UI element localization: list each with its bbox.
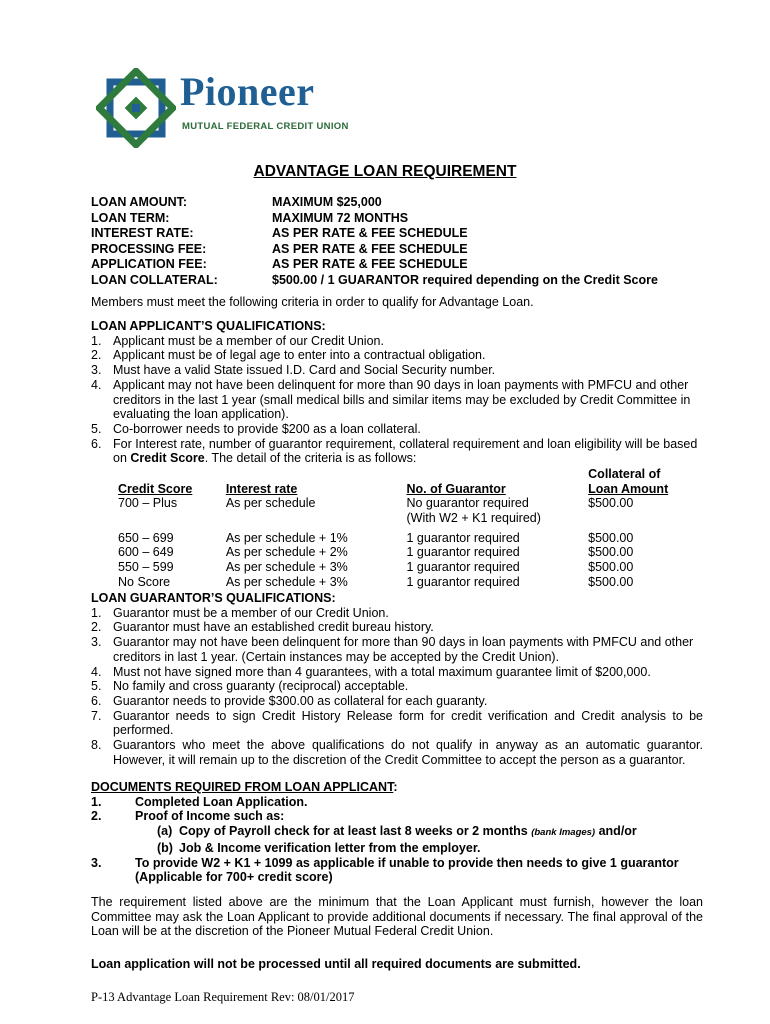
list-item: [91, 606, 703, 621]
col-header-interest-rate: Interest rate: [225, 481, 298, 496]
list-text: Co-borrower needs to provide $200 as a loan collateral.: [113, 421, 421, 436]
footer-revision: P-13 Advantage Loan Requirement Rev: 08/01/2017: [91, 990, 355, 1004]
col-header-guarantor: No. of Guarantor: [406, 481, 506, 496]
list-text: Guarantor needs to sign Credit History Release form for credit verification and Credit analysis to be performed.: [113, 708, 703, 738]
list-text: Applicant must be a member of our Credit Union.: [113, 333, 384, 348]
list-item: [91, 738, 703, 767]
list-text: No family and cross guaranty (reciprocal) acceptable.: [113, 679, 409, 694]
list-number: 5.: [91, 679, 102, 694]
table-row: [118, 560, 678, 575]
intro-text: Members must meet the following criteria in order to qualify for Advantage Loan.: [91, 295, 534, 309]
term-row: [91, 242, 658, 258]
processing-notice: Loan application will not be processed until all required documents are submitted.: [91, 957, 581, 971]
term-row: [91, 257, 658, 273]
list-text: Completed Loan Application.: [135, 794, 308, 809]
list-number: 2.: [91, 620, 102, 635]
table-cell: [588, 511, 678, 526]
term-value: AS PER RATE & FEE SCHEDULE: [272, 241, 468, 256]
list-text: Guarantor must be a member of our Credit Union.: [113, 605, 389, 620]
table-row: [118, 545, 678, 560]
list-text: Applicant must be of legal age to enter into a contractual obligation.: [113, 348, 486, 363]
table-cell: 1 guarantor required: [406, 545, 520, 560]
table-cell: As per schedule: [225, 496, 316, 511]
list-number: 6.: [91, 693, 102, 708]
list-number: 6.: [91, 436, 102, 451]
table-cell: No guarantor required: [406, 496, 529, 511]
list-number: 1.: [91, 605, 102, 620]
table-row: [118, 511, 678, 526]
table-cell: 650 – 699: [118, 530, 174, 545]
term-row: [91, 226, 658, 242]
list-number: 3.: [91, 855, 102, 870]
list-item: [91, 856, 703, 885]
term-row: [91, 273, 658, 289]
list-text: [135, 856, 703, 885]
list-text: Applicant may not have been delinquent for more than 90 days in loan payments with PMFCU and other creditors in the last 1 year (small medical bills and similar items may be excluded by Credit Committee in evaluating the loan application).: [113, 377, 691, 422]
documents-heading: [91, 780, 703, 795]
term-row: [91, 211, 658, 227]
logo-subtitle: MUTUAL FEDERAL CREDIT UNION: [182, 121, 349, 132]
list-text: Must not have signed more than 4 guarantees, with a total maximum guarantee limit of $200,000.: [113, 664, 651, 679]
documents-heading-colon: :: [393, 780, 398, 794]
guarantor-qualifications: [91, 591, 703, 767]
sub-item-b: [91, 841, 703, 856]
term-value: MAXIMUM 72 MONTHS: [272, 210, 409, 225]
list-text: Guarantor needs to provide $300.00 as collateral for each guaranty.: [113, 693, 488, 708]
list-item: [91, 334, 703, 349]
table-cell: $500.00: [588, 530, 634, 545]
term-value: AS PER RATE & FEE SCHEDULE: [272, 257, 468, 272]
col-header-loan-amount: Loan Amount: [588, 481, 669, 496]
list-item: [91, 795, 703, 810]
table-cell: 550 – 599: [118, 560, 174, 575]
list-number: 1.: [91, 333, 102, 348]
list-item: [91, 437, 703, 466]
item6-text-b: . The detail of the criteria is as follows:: [204, 451, 417, 466]
list-item: [91, 422, 703, 437]
table-cell: 1 guarantor required: [406, 574, 520, 589]
list-number: 7.: [91, 708, 102, 723]
criteria-table: [118, 467, 678, 590]
table-header-top: [118, 467, 678, 482]
table-cell: As per schedule + 2%: [225, 545, 348, 560]
sub-a-text: Copy of Payroll check for at least last 8 weeks or 2 months: [179, 824, 528, 839]
item3-text: To provide W2 + K1 + 1099 as applicable if unable to provide then needs to give 1 guarantor: [135, 855, 679, 870]
table-cell: $500.00: [588, 574, 634, 589]
term-label: INTEREST RATE:: [91, 226, 194, 241]
list-text: Must have a valid State issued I.D. Card and Social Security number.: [113, 363, 496, 378]
list-number: 2.: [91, 809, 102, 824]
col-header-credit-score: Credit Score: [118, 481, 193, 496]
list-text: Guarantors who meet the above qualifications do not qualify in anyway as an automatic guarantor. However, it will remain up to the discretion of the Credit Committee to accept the person as a guarantor.: [113, 738, 703, 767]
list-item: [91, 665, 703, 680]
list-number: 1.: [91, 794, 102, 809]
table-cell: No Score: [118, 574, 171, 589]
sub-text: Job & Income verification letter from the employer.: [179, 840, 481, 855]
term-label: LOAN AMOUNT:: [91, 195, 188, 209]
sub-a-note: (bank Images): [531, 827, 596, 839]
list-text: [113, 437, 703, 466]
loan-terms: [91, 195, 658, 289]
table-row: [118, 575, 678, 590]
term-row: [91, 195, 658, 211]
list-item: [91, 635, 703, 664]
term-label: LOAN COLLATERAL:: [91, 272, 218, 287]
list-text: Guarantor must have an established credit bureau history.: [113, 620, 434, 635]
table-row: [118, 531, 678, 546]
table-cell: [226, 511, 407, 526]
guarantor-heading: LOAN GUARANTOR’S QUALIFICATIONS:: [91, 591, 336, 605]
sub-item-a: [91, 824, 703, 841]
term-label: LOAN TERM:: [91, 210, 170, 225]
table-cell: [118, 511, 226, 526]
table-cell: 1 guarantor required: [406, 530, 520, 545]
list-number: 4.: [91, 377, 102, 392]
table-cell: 1 guarantor required: [406, 560, 520, 575]
table-cell: (With W2 + K1 required): [406, 511, 541, 526]
table-row: [118, 496, 678, 511]
list-item: [91, 378, 703, 422]
list-number: 3.: [91, 363, 102, 378]
page-title: ADVANTAGE LOAN REQUIREMENT: [253, 163, 517, 180]
sub-a-tail: and/or: [598, 824, 637, 839]
list-number: 2.: [91, 348, 102, 363]
term-value: $500.00 / 1 GUARANTOR required depending on the Credit Score: [272, 272, 658, 287]
list-text: Proof of Income such as:: [135, 809, 285, 824]
term-label: PROCESSING FEE:: [91, 241, 207, 256]
closing-paragraph: The requirement listed above are the minimum that the Loan Applicant must furnish, however the loan Committee may ask the Loan Applicant to provide additional documents if necessary. The final approval of the Loan will be at the discretion of the Pioneer Mutual Federal Credit Union.: [91, 895, 703, 939]
sub-label: (a): [157, 824, 173, 839]
term-value: AS PER RATE & FEE SCHEDULE: [272, 226, 468, 241]
collateral-header-top: Collateral of: [588, 467, 661, 481]
documents-required: [91, 780, 703, 885]
term-label: APPLICATION FEE:: [91, 257, 207, 272]
term-value: MAXIMUM $25,000: [272, 195, 382, 209]
pioneer-star-icon: [96, 68, 176, 148]
list-item: [91, 620, 703, 635]
list-item: [91, 363, 703, 378]
table-cell: $500.00: [588, 545, 634, 560]
table-header: [118, 482, 678, 497]
item6-text-a: For Interest rate, number of guarantor requirement, collateral requirement and loan eligibility will be based on: [113, 436, 698, 466]
table-cell: As per schedule + 1%: [225, 530, 348, 545]
item6-bold: Credit Score: [130, 451, 205, 466]
table-cell: $500.00: [588, 560, 634, 575]
list-number: 8.: [91, 738, 102, 753]
list-number: 3.: [91, 635, 102, 650]
table-cell: $500.00: [588, 496, 634, 511]
list-item: [91, 348, 703, 363]
documents-heading-text: DOCUMENTS REQUIRED FROM LOAN APPLICANT: [91, 780, 394, 794]
table-cell: As per schedule + 3%: [225, 574, 348, 589]
list-item: [91, 679, 703, 694]
applicant-qualifications: [91, 319, 703, 466]
table-cell: 700 – Plus: [118, 496, 178, 511]
list-item: [91, 694, 703, 709]
pioneer-logo: [96, 68, 366, 148]
list-item: [91, 809, 703, 824]
applicant-heading: LOAN APPLICANT’S QUALIFICATIONS:: [91, 319, 326, 333]
sub-text: [179, 824, 637, 841]
list-item: [91, 709, 703, 738]
logo-wordmark: Pioneer: [180, 69, 315, 114]
list-number: 4.: [91, 664, 102, 679]
list-number: 5.: [91, 421, 102, 436]
item3-text2: (Applicable for 700+ credit score): [135, 870, 333, 885]
table-cell: 600 – 649: [118, 545, 174, 560]
list-text: Guarantor may not have been delinquent for more than 90 days in loan payments with PMFCU and other creditors in last 1 year. (Certain instances may be accepted by the Credit Union).: [113, 635, 694, 664]
sub-label: (b): [157, 840, 173, 855]
table-cell: As per schedule + 3%: [225, 560, 348, 575]
